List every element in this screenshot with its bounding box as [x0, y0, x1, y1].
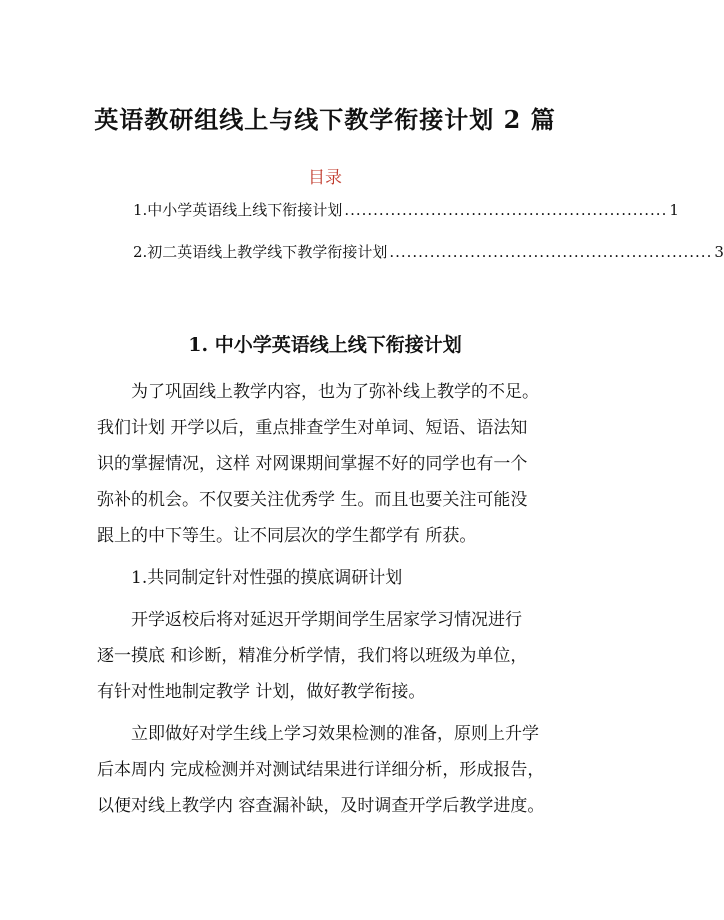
document-title: 英语教研组线上与线下教学衔接计划 2 篇: [94, 105, 556, 134]
paragraph-line: 识的掌握情况，这样 对网课期间掌握不好的同学也有一个: [97, 454, 528, 474]
paragraph-line: 有针对性地制定教学 计划，做好教学衔接。: [97, 682, 426, 702]
paragraph-line: 1.共同制定针对性强的摸底调研计划: [131, 568, 403, 588]
paragraph-line: 以便对线上教学内 容查漏补缺，及时调查开学后教学进度。: [97, 796, 545, 816]
paragraph-line: 逐一摸底 和诊断，精准分析学情，我们将以班级为单位，: [97, 646, 528, 666]
toc-page-number: 3: [714, 243, 724, 261]
paragraph-line: 后本周内 完成检测并对测试结果进行详细分析，形成报告，: [97, 760, 545, 780]
toc-entry-text: 1.中小学英语线上线下衔接计划: [133, 201, 343, 219]
toc-leader-dots: ........................................................: [344, 201, 668, 219]
toc-leader-dots: ........................................................: [389, 243, 713, 261]
toc-entry-text: 2.初二英语线上教学线下教学衔接计划: [133, 243, 388, 261]
section-heading: 1. 中小学英语线上线下衔接计划: [188, 334, 462, 356]
paragraph-line: 立即做好对学生线上学习效果检测的准备，原则上升学: [131, 724, 539, 744]
paragraph-line: 开学返校后将对延迟开学期间学生居家学习情况进行: [131, 610, 522, 630]
toc-page-number: 1: [669, 201, 679, 219]
toc-heading: 目录: [308, 168, 342, 188]
paragraph-line: 弥补的机会。不仅要关注优秀学 生。而且也要关注可能没: [97, 490, 528, 510]
toc-entry[interactable]: [133, 199, 679, 220]
paragraph-line: 跟上的中下等生。让不同层次的学生都学有 所获。: [97, 526, 477, 546]
toc-entry[interactable]: [133, 241, 724, 262]
paragraph-line: 我们计划 开学以后，重点排查学生对单词、短语、语法知: [97, 418, 528, 438]
paragraph-line: 为了巩固线上教学内容，也为了弥补线上教学的不足。: [131, 382, 539, 402]
